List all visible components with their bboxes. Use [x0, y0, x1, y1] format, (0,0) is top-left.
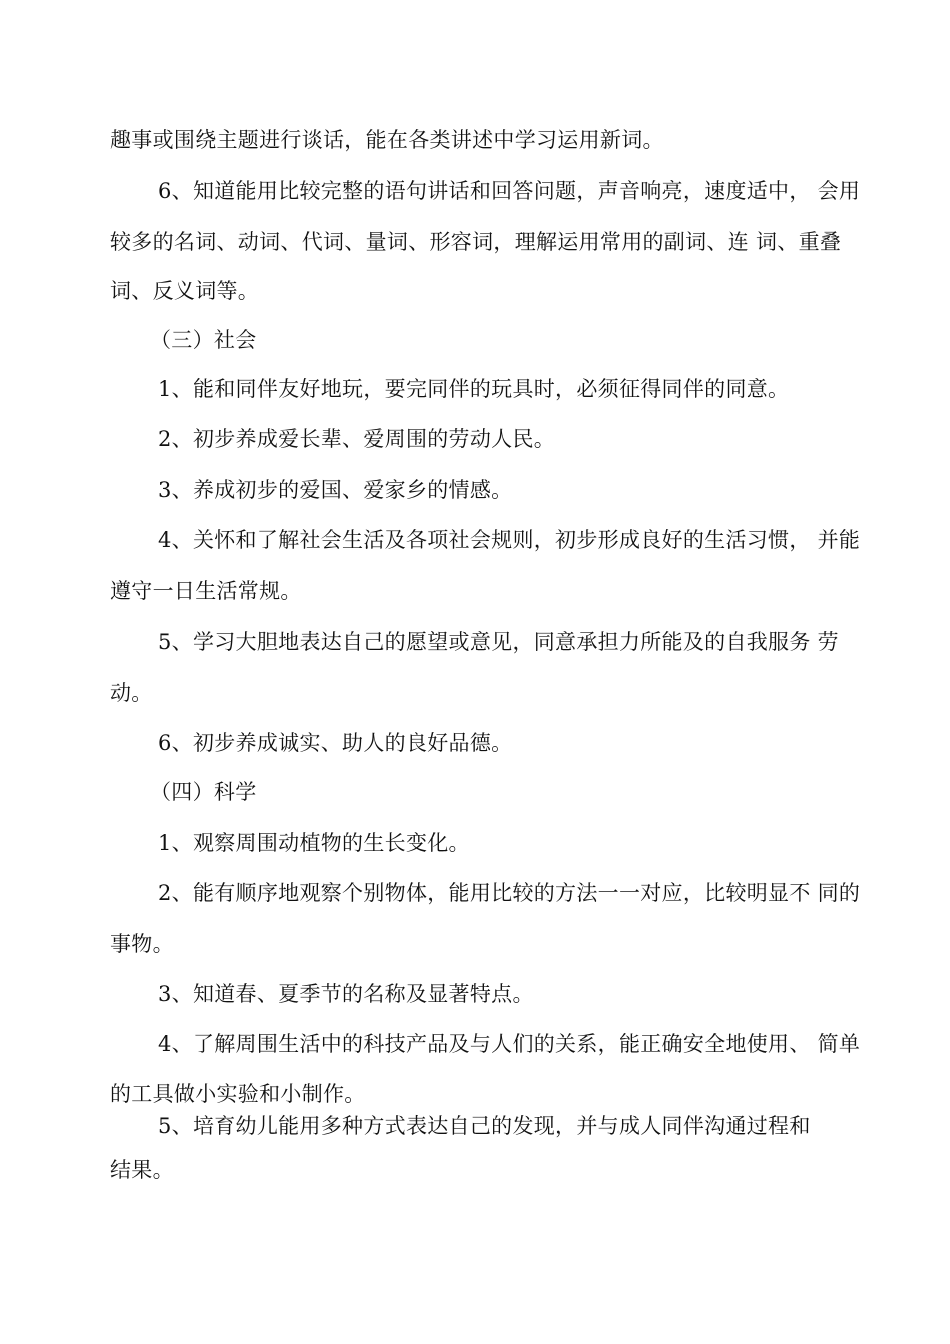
list-item-language-6: 6、知道能用比较完整的语句讲话和回答问题，声音响亮，速度适中， 会用 [158, 179, 861, 203]
list-item-social-2: 2、初步养成爱长辈、爱周围的劳动人民。 [158, 427, 556, 451]
list-item-science-5: 5、培育幼儿能用多种方式表达自己的发现，并与成人同伴沟通过程和 [158, 1114, 811, 1138]
text-line: 趣事或围绕主题进行谈话，能在各类讲述中学习运用新词。 [110, 128, 664, 152]
text-line: 的工具做小实验和小制作。 [110, 1082, 366, 1106]
list-item-social-6: 6、初步养成诚实、助人的良好品德。 [158, 731, 513, 755]
list-item-social-1: 1、能和同伴友好地玩，要完同伴的玩具时，必须征得同伴的同意。 [158, 377, 790, 401]
list-item-science-2: 2、能有顺序地观察个别物体，能用比较的方法一一对应，比较明显不 同的 [158, 881, 861, 905]
text-line: 结果。 [110, 1158, 174, 1182]
list-item-science-1: 1、观察周围动植物的生长变化。 [158, 831, 470, 855]
list-item-social-3: 3、养成初步的爱国、爱家乡的情感。 [158, 478, 513, 502]
text-line: 较多的名词、动词、代词、量词、形容词，理解运用常用的副词、连 词、重叠 [110, 230, 842, 254]
section-heading-science: （四）科学 [150, 780, 257, 804]
section-heading-social: （三）社会 [150, 328, 257, 352]
text-line: 动。 [110, 681, 153, 705]
text-line: 词、反义词等。 [110, 279, 260, 303]
text-line: 遵守一日生活常规。 [110, 579, 302, 603]
text-line: 事物。 [110, 932, 174, 956]
list-item-social-5: 5、学习大胆地表达自己的愿望或意见，同意承担力所能及的自我服务 劳 [158, 630, 839, 654]
list-item-science-4: 4、了解周围生活中的科技产品及与人们的关系，能正确安全地使用、 简单 [158, 1032, 861, 1056]
list-item-social-4: 4、关怀和了解社会生活及各项社会规则，初步形成良好的生活习惯， 并能 [158, 528, 861, 552]
list-item-science-3: 3、知道春、夏季节的名称及显著特点。 [158, 982, 534, 1006]
